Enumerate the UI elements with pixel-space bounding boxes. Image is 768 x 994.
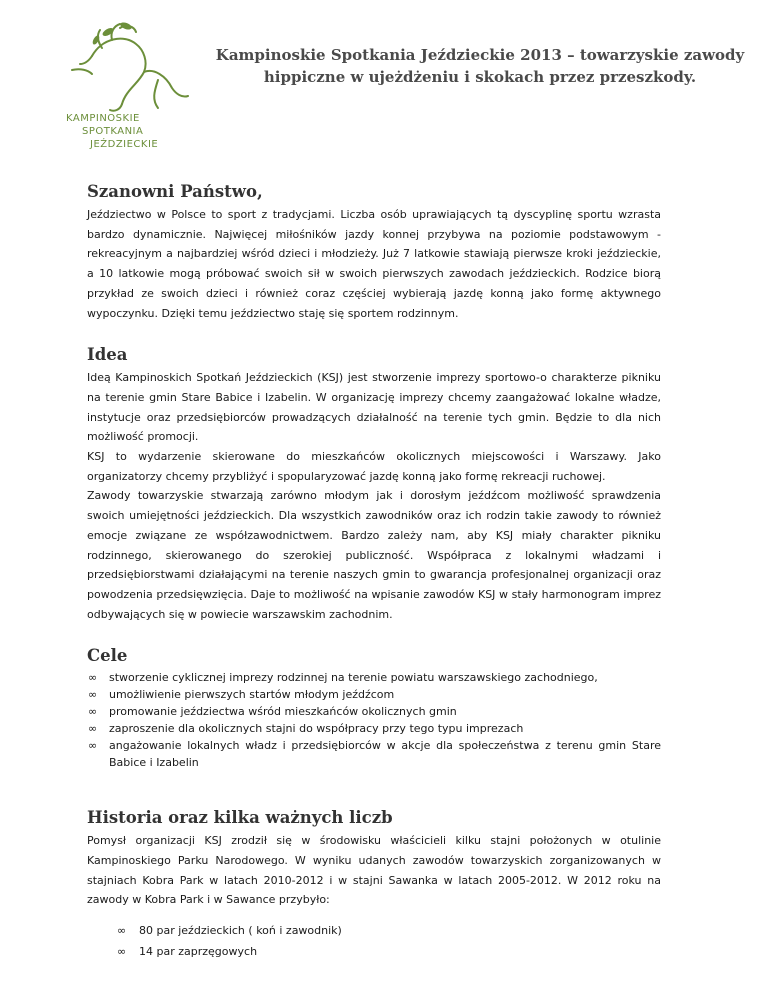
history-list (87, 920, 661, 962)
section-idea (87, 344, 661, 624)
section-heading: Szanowni Państwo, (87, 182, 263, 201)
bullet-icon: ∞ (117, 924, 127, 938)
document-body (87, 181, 661, 983)
list-item: ∞ 14 par zaprzęgowych (87, 941, 661, 962)
bullet-icon: ∞ (88, 722, 98, 736)
list-item: ∞ angażowanie lokalnych władz i przedsiębiorców w akcje dla społeczeństwa z terenu gmin Stare Babice i Izabelin (88, 739, 661, 770)
logo-line-2: SPOTKANIA (82, 126, 144, 137)
list-item: ∞ promowanie jeździectwa wśród mieszkańców okolicznych gmin (88, 705, 457, 719)
bullet-icon: ∞ (88, 705, 98, 719)
bullet-icon: ∞ (88, 671, 98, 685)
bullet-icon: ∞ (88, 688, 98, 702)
section-history (87, 807, 661, 962)
paragraph: KSJ to wydarzenie skierowane do mieszkańców okolicznych miejscowości i Warszawy. Jako organizatorzy chcemy przybliżyć i spopularyzować jazdę konną jako formę rekreacji ruchowej. (87, 450, 661, 483)
document-title-line-2: hippiczne w ujeżdżeniu i skokach przez przeszkody. (263, 68, 697, 86)
bullet-icon: ∞ (117, 945, 127, 959)
section-greeting (87, 181, 661, 323)
section-heading: Idea (87, 345, 128, 365)
list-item: ∞ zaproszenie dla okolicznych stajni do współpracy przy tego typu imprezach (88, 722, 524, 736)
logo-line-3: JEŹDZIECKIE (90, 139, 159, 150)
horse-logo-icon (62, 18, 202, 118)
logo-line-1: KAMPINOSKIE (66, 113, 140, 124)
paragraph: Ideą Kampinoskich Spotkań Jeździeckich (KSJ) jest stworzenie imprezy sportowo-o charakterze pikniku na terenie gmin Stare Babice i Izabelin. W organizację imprezy chcemy zaangażować lokalne władze, instytucje oraz przedsiębiorców prowadzących działalność na terenie tych gmin. Będzie to dla nich możliwość promocji. (87, 371, 661, 444)
paragraph: Pomysł organizacji KSJ zrodził się w środowisku właścicieli kilku stajni położonych w otulinie Kampinoskiego Parku Narodowego. W wyniku udanych zawodów towarzyskich zorganizowanych w stajniach Kobra Park w latach 2010-2012 i w stajni Sawanka w latach 2005-2012. W 2012 roku na zawody w Kobra Park i w Sawance przybyło: (87, 834, 661, 907)
bullet-icon: ∞ (88, 739, 98, 753)
goals-list (87, 669, 661, 771)
list-item: ∞ umożliwienie pierwszych startów młodym jeźdźcom (88, 688, 395, 702)
ksj-logo (62, 18, 202, 163)
section-heading: Cele (87, 646, 128, 666)
document-title-line-1: Kampinoskie Spotkania Jeździeckie 2013 – towarzyskie zawody (215, 46, 745, 64)
section-goals (87, 645, 661, 771)
logo-wordmark (66, 112, 158, 151)
paragraph: Zawody towarzyskie stwarzają zarówno młodym jak i dorosłym jeźdźcom możliwość sprawdzenia swoich umiejętności jeździeckich. Dla wszystkich zawodników oraz ich rodzin takie zawody to również emocje związane ze współzawodnictwem. Bardzo zależy nam, aby KSJ miały charakter pikniku rodzinnego, skierowanego do szerokiej publiczność. Współpraca z lokalnymi władzami i przedsiębiorstwami działającymi na terenie naszych gmin to gwarancja profesjonalnej organizacji oraz powodzenia przedsięwzięcia. Daje to możliwość na wpisanie zawodów KSJ w stały harmonogram imprez odbywających się w powiecie warszawskim zachodnim. (87, 489, 661, 621)
document-title (210, 44, 750, 88)
list-item: ∞ 80 par jeździeckich ( koń i zawodnik) (87, 920, 661, 941)
list-item: ∞ stworzenie cyklicznej imprezy rodzinnej na terenie powiatu warszawskiego zachodniego, (88, 671, 598, 685)
paragraph: Jeździectwo w Polsce to sport z tradycjami. Liczba osób uprawiających tą dyscyplinę sportu wzrasta bardzo dynamicznie. Najwięcej miłośników jazdy konnej przybywa na poziomie podstawowym - rekreacyjnym a najbardziej wśród dzieci i młodzieży. Już 7 latkowie stawiają pierwsze kroki jeździeckie, a 10 latkowie mogą próbować swoich sił w swoich pierwszych zawodach jeździeckich. Rodzice biorą przykład ze swoich dzieci i również coraz częściej wybierają jazdę konną jako formę aktywnego wypoczynku. Dzięki temu jeździectwo staję się sportem rodzinnym. (87, 208, 661, 320)
section-heading: Historia oraz kilka ważnych liczb (87, 808, 393, 828)
